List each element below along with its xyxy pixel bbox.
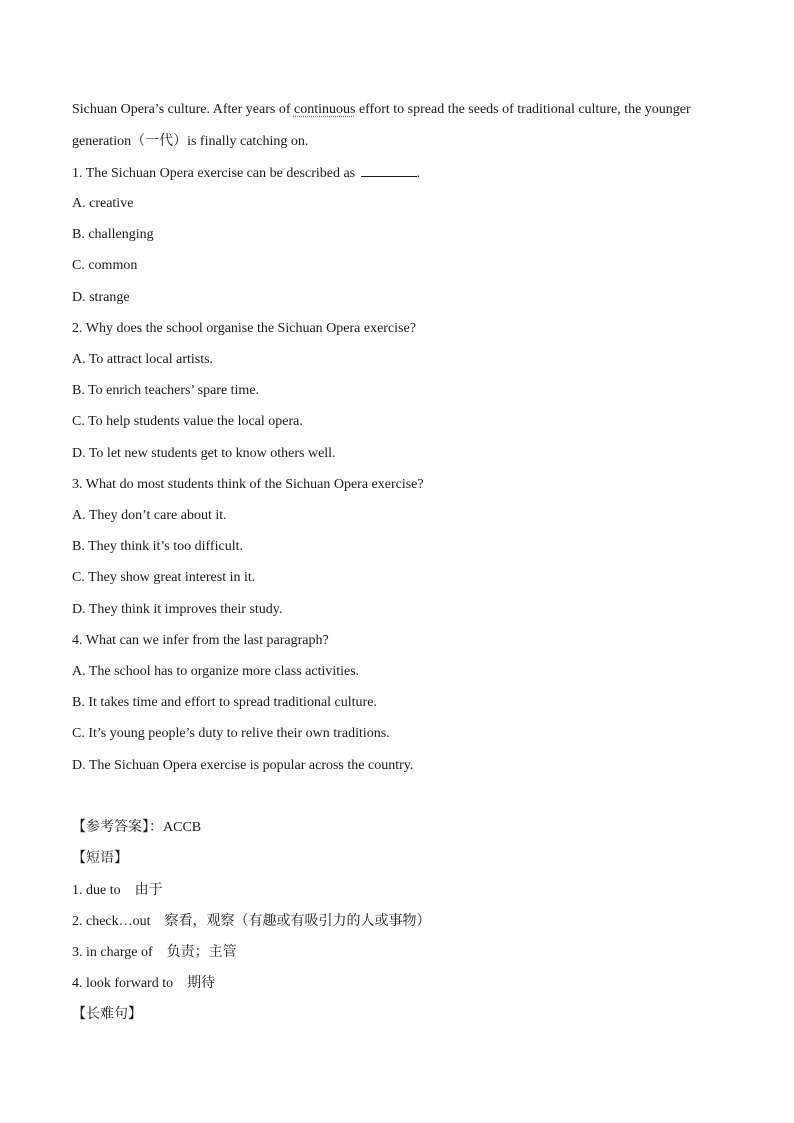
question-1-option-a: A. creative xyxy=(72,196,134,211)
phrase-3-en: 3. in charge of xyxy=(72,945,153,960)
question-2-stem: 2. Why does the school organise the Sichuan Opera exercise? xyxy=(72,321,416,336)
answer-key-value: ACCB xyxy=(163,820,202,835)
answer-blank xyxy=(361,164,417,177)
question-1-stem-text: 1. The Sichuan Opera exercise can be described as xyxy=(72,166,359,181)
phrase-item-1 xyxy=(72,881,163,900)
question-1-option-c: C. common xyxy=(72,258,138,273)
question-1-stem-end: . xyxy=(416,166,421,181)
passage-line-2-after: is finally catching on. xyxy=(187,134,309,149)
question-4-option-b: B. It takes time and effort to spread traditional culture. xyxy=(72,695,377,710)
question-4-stem: 4. What can we infer from the last paragraph? xyxy=(72,633,329,648)
phrase-3-zh: 负责；主管 xyxy=(166,944,237,960)
question-4-option-c: C. It’s young people’s duty to relive their own traditions. xyxy=(72,726,390,741)
passage-line-1-before: Sichuan Opera’s culture. After years of xyxy=(72,102,294,117)
passage-line-1-after: effort to spread the seeds of traditional culture, the younger xyxy=(355,102,691,117)
phrase-4-en: 4. look forward to xyxy=(72,976,174,991)
question-3-option-b: B. They think it’s too difficult. xyxy=(72,539,243,554)
question-3-option-d: D. They think it improves their study. xyxy=(72,602,283,617)
question-3-option-c: C. They show great interest in it. xyxy=(72,570,256,585)
vocab-continuous: continuous xyxy=(293,102,356,117)
question-1-option-b: B. challenging xyxy=(72,227,154,242)
question-3-option-a: A. They don’t care about it. xyxy=(72,508,227,523)
question-2-option-c: C. To help students value the local opera. xyxy=(72,414,303,429)
question-1-stem xyxy=(72,164,420,183)
answer-key-label: 【参考答案】： xyxy=(72,819,163,835)
phrase-item-2 xyxy=(72,912,431,931)
phrase-1-en: 1. due to xyxy=(72,883,121,898)
passage-line-2-gloss: （一代） xyxy=(131,133,188,149)
phrase-2-zh: 察看，观察（有趣或有吸引力的人或事物） xyxy=(164,913,431,929)
question-4-option-a: A. The school has to organize more class activities. xyxy=(72,664,360,679)
question-2-option-b: B. To enrich teachers’ spare time. xyxy=(72,383,260,398)
question-3-stem: 3. What do most students think of the Sichuan Opera exercise? xyxy=(72,477,424,492)
passage-line-2 xyxy=(72,132,308,151)
question-2-option-d: D. To let new students get to know others well. xyxy=(72,446,336,461)
phrases-heading: 【短语】 xyxy=(72,850,128,866)
passage-line-1 xyxy=(72,101,691,119)
question-1-option-d: D. strange xyxy=(72,290,130,305)
passage-line-2-before: generation xyxy=(72,134,132,149)
phrase-1-zh: 由于 xyxy=(134,882,163,898)
phrase-4-zh: 期待 xyxy=(187,975,216,991)
difficult-sentences-heading: 【长难句】 xyxy=(72,1006,142,1022)
question-4-option-d: D. The Sichuan Opera exercise is popular across the country. xyxy=(72,758,414,773)
answer-key xyxy=(72,818,201,837)
question-2-option-a: A. To attract local artists. xyxy=(72,352,214,367)
phrase-item-4 xyxy=(72,974,215,993)
phrase-2-en: 2. check…out xyxy=(72,914,151,929)
phrase-item-3 xyxy=(72,943,237,962)
